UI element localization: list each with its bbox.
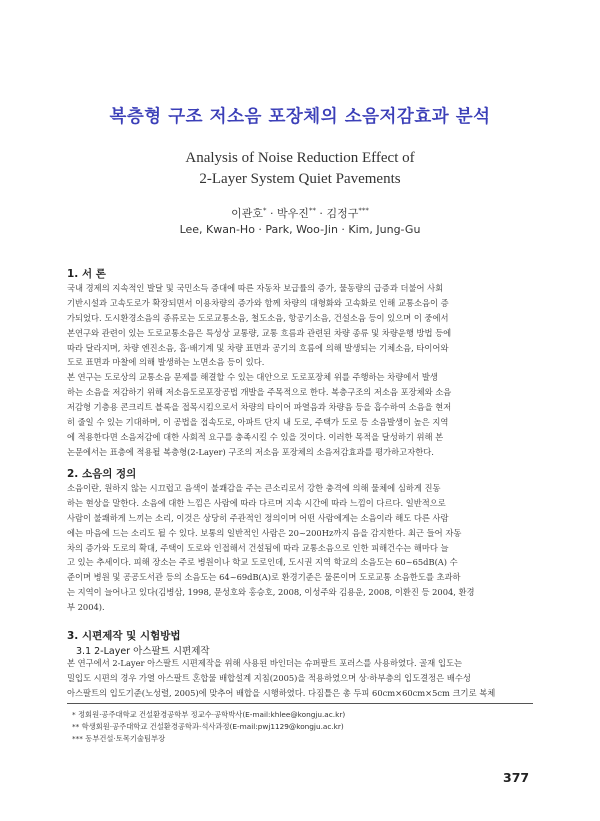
text-line: 논문에서는 표층에 적용될 복층형(2-Layer) 구조의 저소음 포장체의 소음저감효과를 평가하고자한다. <box>67 446 434 457</box>
text-line: 부 2004). <box>67 602 105 613</box>
author-separator: · <box>315 207 327 220</box>
section-3-1-body <box>67 656 533 701</box>
text-line: 사람이 불쾌하게 느끼는 소리, 이것은 상당히 주관적인 정의이며 어떤 사람에게는 소음이라 해도 다른 사람 <box>67 512 449 523</box>
section-3-heading: 3. 시편제작 및 시험방법 <box>67 630 181 642</box>
section-1-heading: 1. 서 론 <box>67 268 106 280</box>
footnote-2: ** 학생회원·공주대학교 건설환경공학과·석사과정(E-mail:pwj1129@kongju.ac.kr) <box>72 722 344 731</box>
author-separator: · <box>266 207 278 220</box>
author-2-mark: ** <box>308 206 316 215</box>
text-line: 히 줄일 수 있는 기대하며, 이 공법을 접속도로, 아파트 단지 내 도로, 주택가 도로 등 소음발생이 높은 지역 <box>67 417 449 428</box>
text-line: 도로 표면과 마찰에 의해 발생하는 노면소음 등이 있다. <box>67 357 265 368</box>
authors-english: Lee, Kwan-Ho · Park, Woo-Jin · Kim, Jung-Gu <box>179 223 421 236</box>
author-1: 이관호 <box>231 207 264 220</box>
text-line: 하는 소음을 저감하기 위해 저소음도로포장공법 개발을 주목적으로 한다. 복층구조의 저소음 포장체와 소음 <box>67 387 452 398</box>
text-line: 밀입도 시편의 경우 가열 아스팔트 혼합물 배합설계 지침(2005)을 적용하였으며 상·하부층의 입도결정은 배수성 <box>67 672 471 683</box>
text-line: 저감형 기층용 콘크리트 블록을 접목시킴으로서 차량의 타이어 파열음과 차량음 등을 흡수하여 소음을 현저 <box>67 402 452 413</box>
section-3-1-heading: 3.1 2-Layer 아스팔트 시편제작 <box>76 646 210 657</box>
section-2-body <box>67 481 533 615</box>
author-2: 박우진 <box>277 207 309 220</box>
text-line: 본연구와 관련이 있는 도로교통소음은 특성상 교통량, 교통 흐름과 관련된 차량 종류 및 차량운행 방법 등에 <box>67 327 452 338</box>
authors-korean <box>0 205 600 221</box>
text-line: 에는 마음에 드는 소리도 될 수 있다. 보통의 일반적인 사람은 20~200Hz까지 음을 감지한다. 최근 들어 자동 <box>67 527 462 538</box>
paper-title-english-line-2: 2-Layer System Quiet Pavements <box>199 171 401 187</box>
text-line: 준이며 병원 및 공공도서관 등의 소음도는 64~69dB(A)로 환경기준은 물론이며 도로교통 소음한도를 초과하 <box>67 572 461 583</box>
text-line: 소음이란, 원하지 않는 시끄럽고 음색이 불쾌감을 주는 큰소리로서 강한 충격에 의해 물체에 심하게 진동 <box>67 483 441 493</box>
paper-title-english <box>0 148 600 190</box>
text-line: 가되었다. 도시환경소음의 종류로는 도로교통소음, 철도소음, 항공기소음, 건설소음 등이 있으며 이 중에서 <box>67 312 449 323</box>
text-line: 따라 달라지며, 차량 엔진소음, 흡·배기계 및 차량 표면과 공기의 흐름에 의해 발생되는 기체소음, 타이어와 <box>67 342 449 353</box>
author-3: 김정구 <box>326 207 359 220</box>
text-line: 기반시설과 고속도로가 확장되면서 이용차량의 증가와 함께 차량의 대형화와 고속화로 인해 교통소음이 증 <box>67 297 449 308</box>
text-line: 차의 증가와 도로의 확대, 주택이 도로와 인접해서 건설됨에 따라 교통소음으로 인한 피해건수는 해마다 늘 <box>67 542 449 553</box>
text-line: 본 연구는 도로상의 교통소음 문제를 해결할 수 있는 대안으로 도로포장체 위를 주행하는 차량에서 발생 <box>67 372 438 383</box>
paper-title-korean: 복층형 구조 저소음 포장체의 소음저감효과 분석 <box>109 107 491 127</box>
paper-title-english-line-1: Analysis of Noise Reduction Effect of <box>185 150 415 166</box>
section-1-body <box>67 281 533 460</box>
page-number: 377 <box>503 770 530 785</box>
author-1-mark: * <box>263 206 267 215</box>
text-line: 는 지역이 늘어나고 있다(김병삼, 1998, 문성호와 홍승호, 2008, 이성주와 김용운, 2008, 이환진 등 2004, 환경 <box>67 587 475 598</box>
text-line: 국내 경제의 지속적인 발달 및 국민소득 증대에 따른 자동차 보급률의 증가, 물동량의 급증과 더불어 사회 <box>67 283 444 293</box>
text-line: 에 적용한다면 소음저감에 대한 사회적 요구를 충족시킬 수 있을 것이다. 이러한 목적을 달성하기 위해 본 <box>67 431 444 442</box>
footnote-3: *** 동부건설·토목기술팀부장 <box>72 734 166 743</box>
text-line: 아스팔트의 입도기준(노성렬, 2005)에 맞추어 배합을 시행하였다. 다짐틀은 총 두피 60cm×60cm×5cm 크기로 복체 <box>67 687 496 698</box>
text-line: 본 연구에서 2-Layer 아스팔트 시편제작을 위해 사용된 바인더는 슈퍼팔트 포러스를 사용하였다. 골재 입도는 <box>67 658 462 668</box>
author-3-mark: *** <box>358 206 369 215</box>
footnote-1: * 정회원·공주대학교 건설환경공학부 정교수·공학박사(E-mail:khlee@kongju.ac.kr) <box>72 710 346 719</box>
text-line: 고 있는 추세이다. 피해 장소는 주로 병원이나 학교 도로인데, 도시권 지역 학교의 소음도는 60~65dB(A) 수 <box>67 557 458 568</box>
footnotes <box>72 709 532 745</box>
text-line: 하는 현상을 말한다. 소음에 대한 느낌은 사람에 따라 다르며 지속 시간에 따라 느낌이 다르다. 일반적으로 <box>67 497 446 508</box>
footnote-divider <box>67 703 533 704</box>
section-2-heading: 2. 소음의 정의 <box>67 468 137 480</box>
